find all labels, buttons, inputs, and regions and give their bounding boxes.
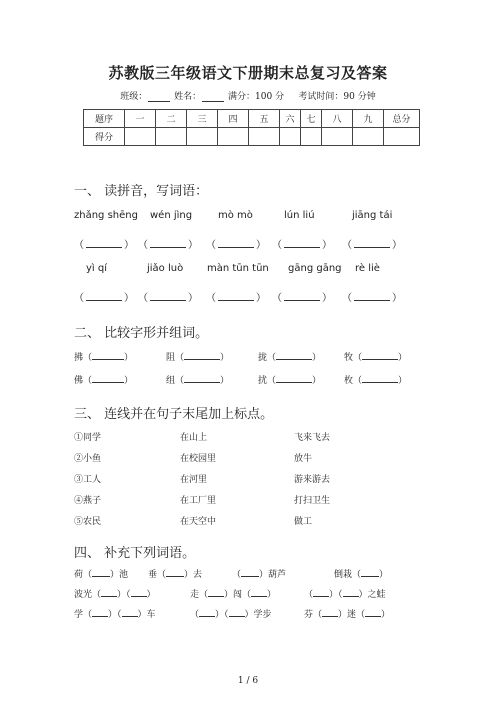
text: ）车	[137, 610, 156, 620]
text: （	[232, 570, 242, 580]
score-header-cell: 六	[280, 110, 301, 128]
score-header-row	[84, 110, 420, 128]
text: ）（	[108, 610, 122, 620]
section-1-title: 一、 读拼音，写词语：	[74, 184, 209, 199]
match-place[interactable]: 在天空中	[180, 517, 217, 527]
section-4-title: 四、 补充下列词语。	[74, 546, 196, 561]
fill-word[interactable]	[74, 567, 128, 580]
match-subject[interactable]: ①同学	[74, 433, 102, 443]
score-cell[interactable]	[187, 128, 218, 146]
fill-word[interactable]	[74, 607, 156, 620]
match-action[interactable]: 飞来飞去	[294, 433, 331, 443]
exam-info	[0, 89, 496, 102]
char: 佛	[74, 376, 84, 386]
char: 枚	[344, 376, 354, 386]
fill-word[interactable]	[334, 567, 388, 580]
text: ）（	[117, 590, 131, 600]
match-subject[interactable]: ②小鱼	[74, 454, 102, 464]
score-cell[interactable]	[249, 128, 280, 146]
score-cell[interactable]	[353, 128, 384, 146]
answer-blank[interactable]: （ ）	[74, 240, 134, 251]
text: （	[304, 590, 314, 600]
char: 拂	[74, 353, 84, 363]
match-place[interactable]: 在校园里	[180, 454, 217, 464]
word-group[interactable]: 拢（ ）	[258, 353, 322, 363]
word-group[interactable]: 组（ ）	[166, 376, 230, 386]
text: ）	[146, 590, 156, 600]
match-action[interactable]: 打扫卫生	[294, 496, 331, 506]
match-place[interactable]: 在山上	[180, 433, 208, 443]
text: ）之蛙	[358, 590, 386, 600]
word-group[interactable]: 枚（ ）	[344, 376, 408, 386]
score-header-cell: 七	[301, 110, 322, 128]
text: ）池	[110, 570, 129, 580]
answer-blank[interactable]: （ ）	[272, 293, 332, 304]
score-table	[83, 109, 420, 146]
answer-blank[interactable]: （ ）	[138, 240, 198, 251]
score-cell[interactable]	[280, 128, 301, 146]
text: ）	[381, 610, 391, 620]
pinyin: zhǎng shēng	[74, 210, 138, 221]
char: 组	[166, 376, 176, 386]
name-label: 姓名：	[174, 92, 202, 102]
char: 扰	[258, 376, 268, 386]
answer-blank[interactable]: （ ）	[206, 240, 266, 251]
fill-word[interactable]	[190, 607, 272, 620]
score-header-cell: 一	[125, 110, 156, 128]
text: ）葫芦	[259, 570, 287, 580]
word-group[interactable]: 阻（ ）	[166, 353, 230, 363]
score-header-cell: 题序	[84, 110, 125, 128]
text: 走（	[190, 590, 209, 600]
answer-blank[interactable]: （ ）	[74, 293, 134, 304]
match-subject[interactable]: ③工人	[74, 475, 102, 485]
text: ）（	[329, 590, 343, 600]
text: ）	[379, 570, 389, 580]
answer-blank[interactable]: （ ）	[342, 293, 402, 304]
text: ）迷（	[338, 610, 366, 620]
pinyin: rè liè	[355, 263, 380, 274]
text: ）	[267, 590, 277, 600]
score-header-cell: 二	[156, 110, 187, 128]
match-subject[interactable]: ④燕子	[74, 496, 102, 506]
score-header-cell: 总分	[384, 110, 420, 128]
score-cell[interactable]	[384, 128, 420, 146]
pinyin: lún liú	[284, 210, 315, 221]
fill-word[interactable]	[304, 607, 390, 620]
word-group[interactable]: 扰（ ）	[258, 376, 322, 386]
pinyin: gāng gāng	[288, 263, 342, 274]
full-score: 满分：100 分	[228, 92, 285, 102]
answer-blank[interactable]: （ ）	[138, 293, 198, 304]
name-blank	[202, 92, 224, 102]
class-label: 班级：	[120, 92, 148, 102]
pinyin: màn tūn tūn	[207, 263, 269, 274]
score-header-cell: 三	[187, 110, 218, 128]
text: ）去	[184, 570, 203, 580]
answer-blank[interactable]: （ ）	[206, 293, 266, 304]
score-cell[interactable]	[301, 128, 322, 146]
score-header-cell: 五	[249, 110, 280, 128]
text: 波光（	[74, 590, 102, 600]
text: 垂（	[148, 570, 167, 580]
score-cell[interactable]	[322, 128, 353, 146]
text: 荷（	[74, 570, 93, 580]
char: 拢	[258, 353, 268, 363]
pinyin: mò mò	[218, 210, 253, 221]
fill-word[interactable]	[148, 567, 202, 580]
text: ）（	[215, 610, 229, 620]
score-header-cell: 八	[322, 110, 353, 128]
score-header-cell: 九	[353, 110, 384, 128]
class-blank	[148, 92, 170, 102]
doc-title: 苏教版三年级语文下册期末总复习及答案	[108, 64, 388, 82]
answer-blank[interactable]: （ ）	[272, 240, 332, 251]
text: ）闯（	[224, 590, 252, 600]
match-subject[interactable]: ⑤农民	[74, 517, 102, 527]
score-label-cell: 得分	[84, 128, 125, 146]
exam-time: 考试时间：90 分钟	[298, 92, 376, 102]
section-2-title: 二、 比较字形并组词。	[74, 326, 209, 341]
word-group[interactable]: 佛（ ）	[74, 376, 134, 386]
match-place[interactable]: 在工厂里	[180, 496, 217, 506]
fill-word[interactable]	[232, 567, 286, 580]
score-cell[interactable]	[156, 128, 187, 146]
char: 牧	[344, 353, 354, 363]
answer-blank[interactable]: （ ）	[342, 240, 402, 251]
fill-word[interactable]	[190, 587, 276, 600]
match-action[interactable]: 游来游去	[294, 475, 331, 485]
pinyin: wén jìng	[150, 210, 193, 221]
page-number: 1 / 6	[237, 676, 259, 686]
fill-word[interactable]	[304, 587, 386, 600]
text: 芬（	[304, 610, 323, 620]
score-cell[interactable]	[218, 128, 249, 146]
match-place[interactable]: 在河里	[180, 475, 208, 485]
pinyin: jiāng tái	[352, 210, 393, 221]
pinyin: jiǎo luò	[147, 263, 184, 274]
section-3-title: 三、 连线并在句子末尾加上标点。	[74, 407, 274, 422]
text: ）学步	[244, 610, 272, 620]
word-group[interactable]: 拂（ ）	[74, 353, 134, 363]
score-cell[interactable]	[125, 128, 156, 146]
text: （	[190, 610, 200, 620]
word-group[interactable]: 牧（ ）	[344, 353, 408, 363]
match-action[interactable]: 做工	[294, 517, 313, 527]
score-value-row	[84, 128, 420, 146]
text: 学（	[74, 610, 93, 620]
fill-word[interactable]	[74, 587, 156, 600]
score-header-cell: 四	[218, 110, 249, 128]
text: 倒栽（	[334, 570, 362, 580]
match-action[interactable]: 放牛	[294, 454, 313, 464]
char: 阻	[166, 353, 176, 363]
pinyin: yì qí	[86, 263, 108, 274]
